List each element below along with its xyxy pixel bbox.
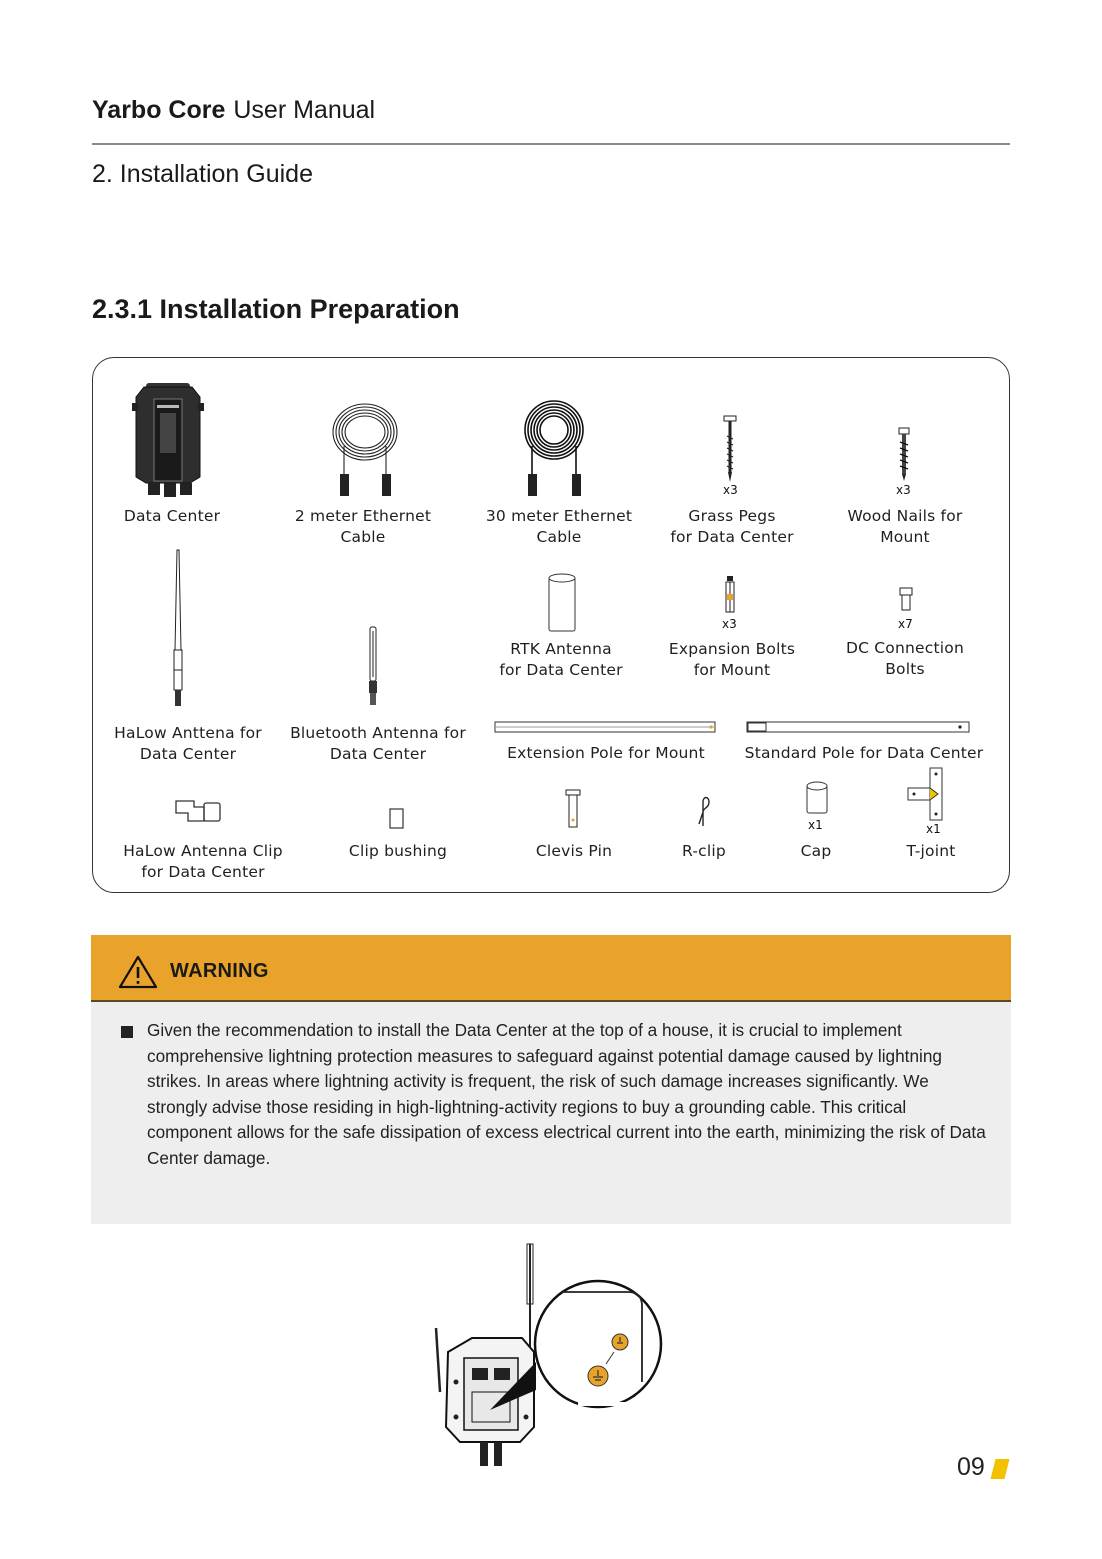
page-accent-mark — [991, 1459, 1010, 1479]
qty-dc-bolts: x7 — [898, 617, 913, 631]
qty-wood-nails: x3 — [896, 483, 911, 497]
expansion-bolt-icon — [722, 576, 738, 616]
ethernet-cable-coil-large-icon — [518, 400, 590, 498]
header — [92, 96, 375, 125]
page-number: 09 — [957, 1453, 985, 1481]
antenna-clip-icon — [174, 797, 222, 827]
item-label-antenna-clip: HaLow Antenna Clip for Data Center — [123, 842, 283, 881]
item-label-rtk-antenna: RTK Antenna for Data Center — [499, 640, 623, 679]
item-label-wood-nails: Wood Nails for Mount — [847, 507, 963, 546]
chapter-title: 2. Installation Guide — [92, 160, 313, 188]
halow-antenna-icon — [168, 550, 188, 708]
t-joint-icon — [906, 768, 952, 820]
wood-nail-icon — [896, 428, 912, 482]
qty-t-joint: x1 — [926, 822, 941, 836]
clip-bushing-icon — [389, 808, 405, 830]
brand-name: Yarbo Core — [92, 96, 226, 124]
rtk-antenna-icon — [548, 573, 576, 633]
cap-icon — [805, 781, 829, 815]
header-divider — [92, 143, 1010, 145]
warning-triangle-icon — [118, 955, 158, 989]
data-center-unit-icon — [130, 383, 210, 501]
item-label-data-center: Data Center — [123, 507, 221, 525]
item-label-clip-bushing: Clip bushing — [348, 842, 448, 860]
section-title: 2.3.1 Installation Preparation — [92, 294, 460, 324]
bluetooth-antenna-icon — [366, 627, 380, 707]
grass-peg-icon — [720, 416, 740, 484]
qty-expansion-bolts: x3 — [722, 617, 737, 631]
ethernet-cable-coil-icon — [330, 402, 400, 498]
item-label-clevis-pin: Clevis Pin — [535, 842, 613, 860]
item-label-t-joint: T-joint — [906, 842, 956, 860]
item-label-standard-pole: Standard Pole for Data Center — [744, 744, 984, 762]
item-label-expansion-bolts: Expansion Bolts for Mount — [668, 640, 796, 679]
item-label-r-clip: R-clip — [682, 842, 726, 860]
item-label-2m-ethernet: 2 meter Ethernet Cable — [294, 507, 432, 546]
item-label-extension-pole: Extension Pole for Mount — [507, 744, 705, 762]
r-clip-icon — [694, 794, 712, 828]
item-label-bluetooth-antenna: Bluetooth Antenna for Data Center — [290, 724, 466, 763]
item-label-cap: Cap — [800, 842, 832, 860]
qty-cap: x1 — [808, 818, 823, 832]
manual-title: User Manual — [233, 96, 376, 124]
data-center-grounding-illustration-icon — [428, 1242, 678, 1468]
qty-grass-pegs: x3 — [723, 483, 738, 497]
standard-pole-icon — [746, 720, 972, 734]
item-label-dc-bolts: DC Connection Bolts — [846, 639, 964, 678]
clevis-pin-icon — [564, 790, 582, 830]
extension-pole-icon — [494, 721, 718, 733]
warning-title: WARNING — [170, 960, 269, 982]
warning-text: Given the recommendation to install the Data Center at the top of a house, it is crucial to implement comprehensive lightning protection measures to safeguard against potential damage caused by lightning strikes. In areas where lightning activity is frequent, the risk of such damage increases significantly. We strongly advise those residing in high-lightning-activity regions to buy a grounding cable. This critical component allows for the safe dissipation of excess electrical current into the earth, minimizing the risk of Data Center damage. — [147, 1020, 986, 1168]
item-label-grass-pegs: Grass Pegs for Data Center — [670, 507, 794, 546]
dc-bolt-icon — [898, 588, 914, 612]
item-label-halow-antenna: HaLow Anttena for Data Center — [114, 724, 262, 763]
item-label-30m-ethernet: 30 meter Ethernet Cable — [485, 507, 633, 546]
bullet-square — [121, 1026, 133, 1038]
